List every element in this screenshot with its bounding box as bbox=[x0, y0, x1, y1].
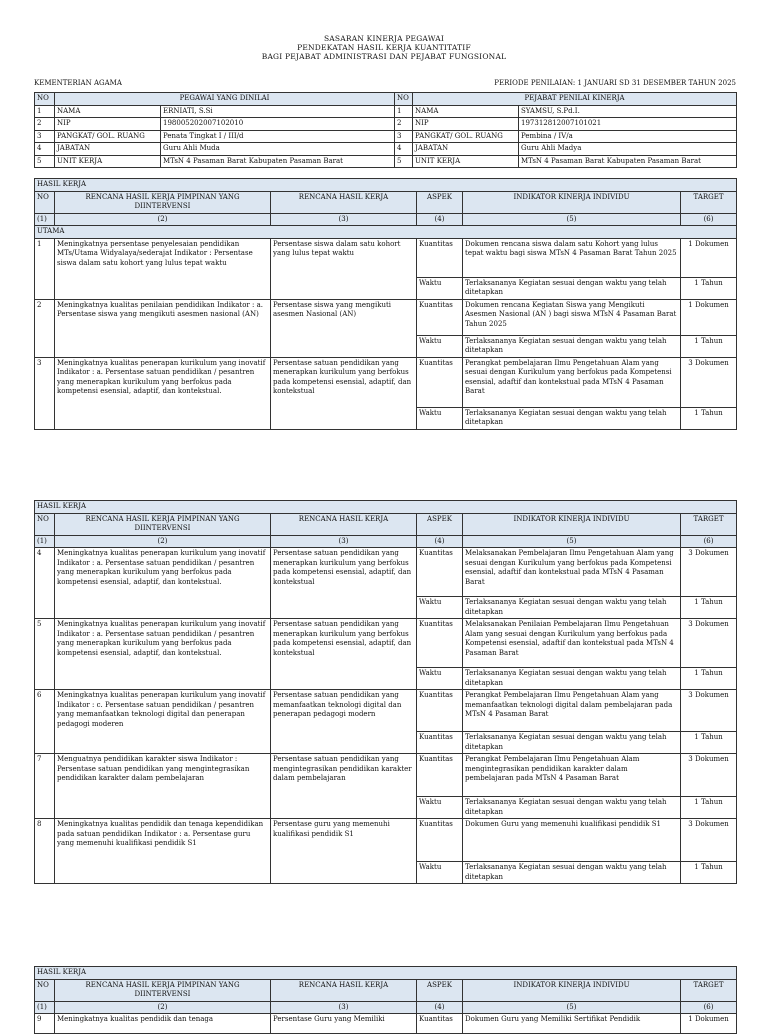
column-number: (5) bbox=[463, 1001, 681, 1014]
item-rhk-pimpinan: Meningkatnya kualitas penilaian pendidikan Indikator : a. Persentase siswa yang mengikuti asesmen nasional (AN) bbox=[55, 299, 271, 357]
item-indikator: Melaksanakan Pembelajaran Ilmu Pengetahuan Alam yang sesuai dengan Kurikulum yang berfokus pada Kompetensi esensial, adaftif dan kontekstual pada MTsN 4 Pasaman Barat bbox=[463, 548, 681, 597]
row-right-value: Guru Ahli Madya bbox=[519, 143, 737, 156]
hasil-kerja-table-1 bbox=[34, 178, 737, 430]
row-left-value: MTsN 4 Pasaman Barat Kabupaten Pasaman Barat bbox=[161, 155, 395, 168]
item-indikator: Dokumen Guru yang Memiliki Sertifikat Pendidik bbox=[463, 1014, 681, 1034]
item-aspek: Kuantitas bbox=[417, 548, 463, 597]
item-rhk: Persentase Guru yang Memiliki bbox=[271, 1014, 417, 1034]
header-rhk: RENCANA HASIL KERJA bbox=[271, 979, 417, 1001]
column-number: (6) bbox=[681, 535, 737, 548]
item-rhk: Persentase satuan pendidikan yang mengintegrasikan pendidikan karakter dalam pembelajaran bbox=[271, 754, 417, 819]
item-aspek: Waktu bbox=[417, 277, 463, 299]
section-title: HASIL KERJA bbox=[35, 179, 737, 192]
item-target: 1 Tahun bbox=[681, 407, 737, 429]
item-indikator: Perangkat Pembelajaran Ilmu Pengetahuan Alam mengintegrasikan pendidikan karakter dalam pembelajaran pada MTsN 4 Pasaman Barat bbox=[463, 754, 681, 797]
header-rhk-pimpinan: RENCANA HASIL KERJA PIMPINAN YANG DIINTERVENSI bbox=[55, 979, 271, 1001]
identity-table bbox=[34, 92, 737, 168]
row-no: 2 bbox=[395, 118, 413, 131]
column-number: (2) bbox=[55, 1001, 271, 1014]
item-target: 1 Dokumen bbox=[681, 1014, 737, 1034]
identity-row bbox=[35, 155, 737, 168]
section-row bbox=[35, 179, 737, 192]
period-text: PERIODE PENILAIAN: 1 JANUARI SD 31 DESEMBER TAHUN 2025 bbox=[494, 79, 736, 87]
column-number: (2) bbox=[55, 213, 271, 226]
column-number: (6) bbox=[681, 213, 737, 226]
table-row bbox=[35, 819, 737, 862]
row-label: NIP bbox=[413, 118, 519, 131]
item-indikator: Terlaksananya Kegiatan sesuai dengan waktu yang telah ditetapkan bbox=[463, 335, 681, 357]
section-row bbox=[35, 967, 737, 980]
item-target: 1 Tahun bbox=[681, 797, 737, 819]
header-target: TARGET bbox=[681, 979, 737, 1001]
item-rhk-pimpinan: Meningkatnya persentase penyelesaian pendidikan MTs/Utama Widyalaya/sederajat Indikator : Persentase siswa dalam satu kohort yang lulus tepat waktu bbox=[55, 238, 271, 299]
item-aspek: Kuantitas bbox=[417, 357, 463, 407]
column-number: (6) bbox=[681, 1001, 737, 1014]
row-no: 3 bbox=[395, 130, 413, 143]
row-left-value: 198005202007102010 bbox=[161, 118, 395, 131]
item-target: 3 Dokumen bbox=[681, 548, 737, 597]
item-rhk-pimpinan: Meningkatnya kualitas pendidik dan tenaga bbox=[55, 1014, 271, 1034]
item-aspek: Kuantitas bbox=[417, 299, 463, 335]
header-no: NO bbox=[35, 191, 55, 213]
item-target: 1 Tahun bbox=[681, 597, 737, 619]
column-header-row bbox=[35, 513, 737, 535]
identity-row bbox=[35, 143, 737, 156]
item-target: 3 Dokumen bbox=[681, 819, 737, 862]
row-label: PANGKAT/ GOL. RUANG bbox=[413, 130, 519, 143]
row-no: 1 bbox=[35, 105, 55, 118]
item-rhk: Persentase guru yang memenuhi kualifikasi pendidik S1 bbox=[271, 819, 417, 884]
header-rhk: RENCANA HASIL KERJA bbox=[271, 513, 417, 535]
item-no: 8 bbox=[35, 819, 55, 884]
right-title: PEJABAT PENILAI KINERJA bbox=[413, 93, 737, 106]
header-target: TARGET bbox=[681, 513, 737, 535]
row-no: 5 bbox=[35, 155, 55, 168]
row-no: 3 bbox=[35, 130, 55, 143]
item-target: 3 Dokumen bbox=[681, 357, 737, 407]
item-rhk-pimpinan: Meningkatnya kualitas pendidik dan tenaga kependidikan pada satuan pendidikan Indikator : a. Persentase guru yang memenuhi kualifikasi pendidik S1 bbox=[55, 819, 271, 884]
item-rhk-pimpinan: Meningkatnya kualitas penerapan kurikulum yang inovatif Indikator : a. Persentase satuan pendidikan / pesantren yang menerapkan kurikulum yang berfokus pada kompetensi esensial, adaptif, dan kontekstual. bbox=[55, 548, 271, 619]
column-number-row bbox=[35, 1001, 737, 1014]
item-target: 1 Tahun bbox=[681, 732, 737, 754]
item-aspek: Waktu bbox=[417, 407, 463, 429]
item-indikator: Dokumen rencana siswa dalam satu Kohort yang lulus tepat waktu bagi siswa MTsN 4 Pasaman Barat Tahun 2025 bbox=[463, 238, 681, 277]
row-no: 2 bbox=[35, 118, 55, 131]
item-rhk: Persentase satuan pendidikan yang menerapkan kurikulum yang berfokus pada kompetensi esensial, adaptif, dan kontekstual bbox=[271, 357, 417, 429]
column-number: (3) bbox=[271, 213, 417, 226]
table-row bbox=[35, 357, 737, 407]
row-label: NAMA bbox=[55, 105, 161, 118]
column-number: (1) bbox=[35, 213, 55, 226]
header-aspek: ASPEK bbox=[417, 191, 463, 213]
item-indikator: Terlaksananya Kegiatan sesuai dengan waktu yang telah ditetapkan bbox=[463, 862, 681, 884]
column-number: (5) bbox=[463, 213, 681, 226]
row-right-value: SYAMSU, S.Pd.I. bbox=[519, 105, 737, 118]
item-rhk-pimpinan: Meningkatnya kualitas penerapan kurikulum yang inovatif Indikator : c. Persentase satuan pendidikan / pesantren yang memanfaatkan teknologi digital dan penerapan pedagogi moderen bbox=[55, 690, 271, 754]
item-indikator: Melaksanakan Penilaian Pembelajaran Ilmu Pengetahuan Alam yang sesuai dengan Kurikulum yang berfokus pada Kompetensi esensial, adaftif dan kontekstual pada MTsN 4 Pasaman Barat bbox=[463, 619, 681, 668]
header-rhk-pimpinan: RENCANA HASIL KERJA PIMPINAN YANG DIINTERVENSI bbox=[55, 513, 271, 535]
item-indikator: Terlaksananya Kegiatan sesuai dengan waktu yang telah ditetapkan bbox=[463, 277, 681, 299]
item-aspek: Waktu bbox=[417, 597, 463, 619]
item-aspek: Kuantitas bbox=[417, 238, 463, 277]
column-number-row bbox=[35, 535, 737, 548]
table-row bbox=[35, 754, 737, 797]
col-no: NO bbox=[395, 93, 413, 106]
row-left-value: Guru Ahli Muda bbox=[161, 143, 395, 156]
table-row bbox=[35, 299, 737, 335]
col-no: NO bbox=[35, 93, 55, 106]
item-aspek: Kuantitas bbox=[417, 619, 463, 668]
column-number: (5) bbox=[463, 535, 681, 548]
item-target: 1 Tahun bbox=[681, 277, 737, 299]
identity-header-row bbox=[35, 93, 737, 106]
doc-title-line2: PENDEKATAN HASIL KERJA KUANTITATIF bbox=[297, 43, 471, 52]
item-target: 1 Dokumen bbox=[681, 299, 737, 335]
item-aspek: Waktu bbox=[417, 335, 463, 357]
section-title: HASIL KERJA bbox=[35, 501, 737, 514]
item-target: 3 Dokumen bbox=[681, 690, 737, 732]
row-no: 4 bbox=[395, 143, 413, 156]
left-title: PEGAWAI YANG DINILAI bbox=[55, 93, 395, 106]
item-aspek: Kuantitas bbox=[417, 690, 463, 732]
item-target: 1 Tahun bbox=[681, 668, 737, 690]
item-aspek: Waktu bbox=[417, 668, 463, 690]
item-rhk: Persentase siswa yang mengikuti asesmen Nasional (AN) bbox=[271, 299, 417, 357]
item-rhk: Persentase siswa dalam satu kohort yang lulus tepat waktu bbox=[271, 238, 417, 299]
row-no: 5 bbox=[395, 155, 413, 168]
row-left-value: ERNIATI, S.Si bbox=[161, 105, 395, 118]
item-no: 1 bbox=[35, 238, 55, 299]
table-row bbox=[35, 690, 737, 732]
identity-row bbox=[35, 130, 737, 143]
item-rhk: Persentase satuan pendidikan yang menerapkan kurikulum yang berfokus pada kompetensi esensial, adaptif, dan kontekstual bbox=[271, 619, 417, 690]
item-indikator: Dokumen Guru yang memenuhi kualifikasi pendidik S1 bbox=[463, 819, 681, 862]
item-rhk-pimpinan: Meningkatnya kualitas penerapan kurikulum yang inovatif Indikator : a. Persentase satuan pendidikan / pesantren yang menerapkan kurikulum yang berfokus pada kompetensi esensial, adaptif, dan kontekstual. bbox=[55, 619, 271, 690]
section-title: HASIL KERJA bbox=[35, 967, 737, 980]
item-no: 7 bbox=[35, 754, 55, 819]
identity-row bbox=[35, 118, 737, 131]
header-indikator: INDIKATOR KINERJA INDIVIDU bbox=[463, 979, 681, 1001]
column-number-row bbox=[35, 213, 737, 226]
item-no: 4 bbox=[35, 548, 55, 619]
item-target: 1 Tahun bbox=[681, 335, 737, 357]
item-indikator: Perangkat Pembelajaran Ilmu Pengetahuan Alam yang memanfaatkan teknologi digital dalam pembelajaran pada MTsN 4 Pasaman Barat bbox=[463, 690, 681, 732]
utama-row bbox=[35, 226, 737, 239]
row-no: 4 bbox=[35, 143, 55, 156]
item-no: 6 bbox=[35, 690, 55, 754]
item-indikator: Terlaksananya Kegiatan sesuai dengan waktu yang telah ditetapkan bbox=[463, 407, 681, 429]
header-aspek: ASPEK bbox=[417, 979, 463, 1001]
item-indikator: Terlaksananya Kegiatan sesuai dengan waktu yang telah ditetapkan bbox=[463, 668, 681, 690]
row-label: UNIT KERJA bbox=[413, 155, 519, 168]
column-number: (1) bbox=[35, 1001, 55, 1014]
row-right-value: MTsN 4 Pasaman Barat Kabupaten Pasaman Barat bbox=[519, 155, 737, 168]
item-no: 9 bbox=[35, 1014, 55, 1034]
item-aspek: Kuantitas bbox=[417, 754, 463, 797]
column-header-row bbox=[35, 979, 737, 1001]
column-number: (4) bbox=[417, 535, 463, 548]
item-no: 5 bbox=[35, 619, 55, 690]
row-label: PANGKAT/ GOL. RUANG bbox=[55, 130, 161, 143]
row-label: NIP bbox=[55, 118, 161, 131]
item-target: 1 Tahun bbox=[681, 862, 737, 884]
row-label: NAMA bbox=[413, 105, 519, 118]
column-number: (3) bbox=[271, 535, 417, 548]
header-target: TARGET bbox=[681, 191, 737, 213]
header-no: NO bbox=[35, 513, 55, 535]
column-number: (1) bbox=[35, 535, 55, 548]
item-aspek: Kuantitas bbox=[417, 819, 463, 862]
row-right-value: Pembina / IV/a bbox=[519, 130, 737, 143]
row-label: JABATAN bbox=[55, 143, 161, 156]
item-indikator: Terlaksananya Kegiatan sesuai dengan waktu yang telah ditetapkan bbox=[463, 797, 681, 819]
column-number: (4) bbox=[417, 1001, 463, 1014]
doc-title-line3: BAGI PEJABAT ADMINISTRASI DAN PEJABAT FUNGSIONAL bbox=[261, 52, 507, 61]
header-rhk: RENCANA HASIL KERJA bbox=[271, 191, 417, 213]
item-no: 3 bbox=[35, 357, 55, 429]
row-no: 1 bbox=[395, 105, 413, 118]
header-no: NO bbox=[35, 979, 55, 1001]
item-aspek: Kuantitas bbox=[417, 732, 463, 754]
doc-title-line1: SASARAN KINERJA PEGAWAI bbox=[323, 34, 445, 43]
hasil-kerja-table-2 bbox=[34, 500, 737, 884]
item-no: 2 bbox=[35, 299, 55, 357]
item-indikator: Terlaksananya Kegiatan sesuai dengan waktu yang telah ditetapkan bbox=[463, 732, 681, 754]
header-aspek: ASPEK bbox=[417, 513, 463, 535]
row-label: JABATAN bbox=[413, 143, 519, 156]
item-target: 1 Dokumen bbox=[681, 238, 737, 277]
column-number: (2) bbox=[55, 535, 271, 548]
row-label: UNIT KERJA bbox=[55, 155, 161, 168]
section-row bbox=[35, 501, 737, 514]
row-left-value: Penata Tingkat I / III/d bbox=[161, 130, 395, 143]
item-rhk: Persentase satuan pendidikan yang memanfaatkan teknologi digital dan penerapan pedagogi modern bbox=[271, 690, 417, 754]
item-target: 3 Dokumen bbox=[681, 754, 737, 797]
utama-label: UTAMA bbox=[35, 226, 737, 239]
item-rhk-pimpinan: Menguatnya pendidikan karakter siswa Indikator : Persentase satuan pendidikan yang mengintegrasikan pendidikan karakter dalam pembelajaran bbox=[55, 754, 271, 819]
column-number: (3) bbox=[271, 1001, 417, 1014]
item-indikator: Perangkat pembelajaran Ilmu Pengetahuan Alam yang sesuai dengan Kurikulum yang berfokus pada Kompetensi esensial, adaftif dan kontekstual pada MTsN 4 Pasaman Barat bbox=[463, 357, 681, 407]
item-indikator: Terlaksananya Kegiatan sesuai dengan waktu yang telah ditetapkan bbox=[463, 597, 681, 619]
column-number: (4) bbox=[417, 213, 463, 226]
header-indikator: INDIKATOR KINERJA INDIVIDU bbox=[463, 513, 681, 535]
org-name: KEMENTERIAN AGAMA bbox=[34, 79, 122, 87]
header-indikator: INDIKATOR KINERJA INDIVIDU bbox=[463, 191, 681, 213]
identity-row bbox=[35, 105, 737, 118]
item-rhk: Persentase satuan pendidikan yang menerapkan kurikulum yang berfokus pada kompetensi esensial, adaptif, dan kontekstual bbox=[271, 548, 417, 619]
header-rhk-pimpinan: RENCANA HASIL KERJA PIMPINAN YANG DIINTERVENSI bbox=[55, 191, 271, 213]
item-rhk-pimpinan: Meningkatnya kualitas penerapan kurikulum yang inovatif Indikator : a. Persentase satuan pendidikan / pesantren yang menerapkan kurikulum yang berfokus pada kompetensi esensial, adaptif, dan kontekstual. bbox=[55, 357, 271, 429]
item-aspek: Waktu bbox=[417, 862, 463, 884]
item-target: 3 Dokumen bbox=[681, 619, 737, 668]
table-row bbox=[35, 619, 737, 668]
item-indikator: Dokumen rencana Kegiatan Siswa yang Mengikuti Asesmen Nasional (AN ) bagi siswa MTsN 4 Pasaman Barat Tahun 2025 bbox=[463, 299, 681, 335]
column-header-row bbox=[35, 191, 737, 213]
table-row bbox=[35, 238, 737, 277]
table-row bbox=[35, 548, 737, 597]
item-aspek: Waktu bbox=[417, 797, 463, 819]
item-aspek: Kuantitas bbox=[417, 1014, 463, 1034]
row-right-value: 197312812007101021 bbox=[519, 118, 737, 131]
